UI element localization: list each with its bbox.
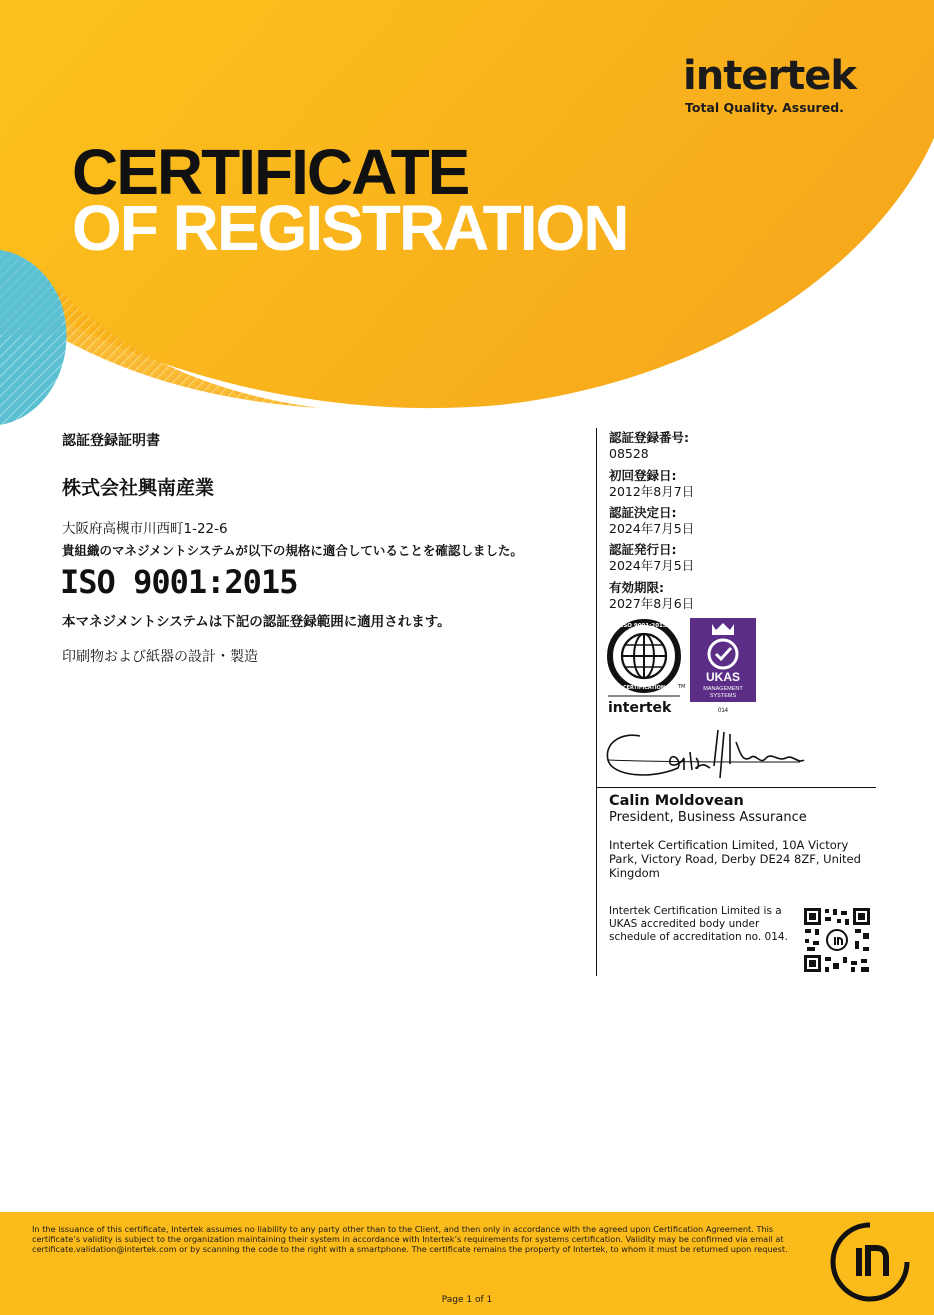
detail-value-issue-date: 2024年7月5日	[609, 558, 695, 573]
issuer-address: Intertek Certification Limited, 10A Victory Park, Victory Road, Derby DE24 8ZF, United Kingdom	[609, 838, 861, 880]
detail-value-initial-date: 2012年8月7日	[609, 484, 695, 499]
signatory-name: Calin Moldovean	[609, 793, 744, 809]
intertek-logo: intertek	[683, 53, 857, 99]
ukas-sub2: SYSTEMS	[709, 693, 737, 699]
brand-tagline: Total Quality. Assured.	[685, 100, 844, 115]
scope-text: 印刷物および紙器の設計・製造	[62, 649, 258, 665]
conformity-statement: 貴組織のマネジメントシステムが以下の規格に適合していることを確認しました。	[62, 543, 523, 558]
signature	[600, 722, 810, 784]
footer-disclaimer: In the issuance of this certificate, Intertek assumes no liability to any party other than to the Client, and then only in accordance with the agreed upon Certification Agreement. This certificate’s validity is subject to the organization maintaining their system in accordance with Intertek’s requirements for systems certification. Validity may be confirmed via email at certificate.validation@intertek.com or by scanning the code to the right with a smartphone. The certificate remains the property of Intertek, to whom it must be returned upon request.	[32, 1224, 788, 1255]
detail-value-expiry-date: 2027年8月6日	[609, 596, 695, 611]
company-name: 株式会社興南産業	[62, 477, 215, 499]
cert-ring-text: ISO 9001:2015	[621, 623, 667, 629]
column-divider	[596, 428, 597, 976]
standard-name: ISO 9001:2015	[60, 563, 298, 601]
ukas-number: 014	[717, 708, 729, 714]
detail-label-issue-date: 認証発行日:	[609, 542, 677, 557]
scope-intro: 本マネジメントシステムは下記の認証登録範囲に適用されます。	[62, 614, 451, 630]
cert-bottom-text: CERTIFICATION	[622, 685, 666, 691]
certification-globe-mark	[606, 618, 690, 718]
signature-line	[597, 787, 876, 788]
page-number: Page 1 of 1	[441, 1295, 493, 1305]
accreditation-note: Intertek Certification Limited is a UKAS accredited body under schedule of accreditation no. 014.	[609, 905, 788, 943]
ukas-mark	[690, 618, 760, 716]
detail-label-registration-number: 認証登録番号:	[609, 430, 689, 445]
intertek-in-icon	[828, 1220, 912, 1304]
detail-label-initial-date: 初回登録日:	[609, 468, 677, 483]
ukas-sub1: MANAGEMENT	[703, 686, 743, 692]
title-line-1: CERTIFICATE	[72, 136, 469, 208]
signatory-title: President, Business Assurance	[609, 810, 807, 825]
detail-label-expiry-date: 有効期限:	[609, 580, 664, 595]
intertek-small-logo: intertek	[608, 700, 672, 716]
document-label: 認証登録証明書	[62, 433, 160, 449]
detail-label-decision-date: 認証決定日:	[609, 505, 677, 520]
company-address: 大阪府高槻市川西町1-22-6	[62, 521, 228, 537]
qr-code[interactable]	[803, 907, 871, 973]
title-line-2: OF REGISTRATION	[72, 192, 628, 264]
tm-mark: TM	[678, 684, 686, 690]
detail-value-decision-date: 2024年7月5日	[609, 521, 695, 536]
detail-value-registration-number: 08528	[609, 446, 649, 461]
ukas-word: UKAS	[705, 670, 741, 684]
